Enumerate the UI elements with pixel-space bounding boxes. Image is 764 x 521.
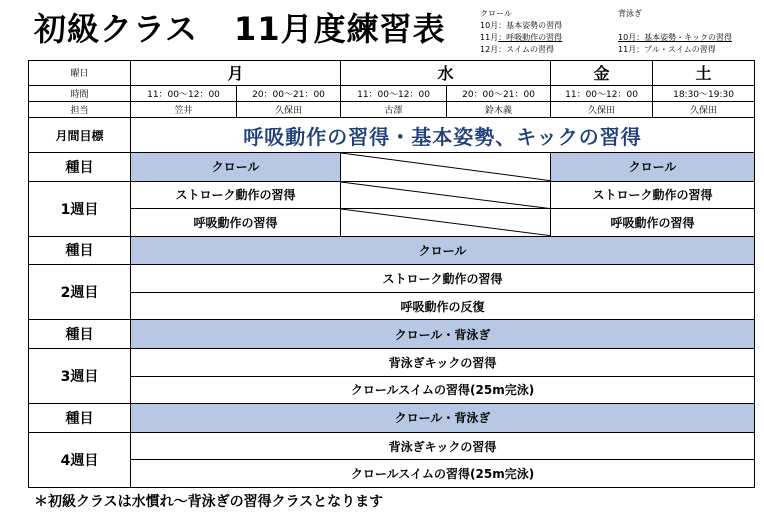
week2-item: ストローク動作の習得 [131,265,755,293]
crawl-note-line: 12月：スイムの習得 [480,45,555,54]
footer-note: ＊初級クラスは水慣れ～背泳ぎの習得クラスとなります [34,494,384,510]
week1-event-left: クロール [131,152,341,181]
week4-row [29,432,755,460]
week4-label: 4週目 [29,432,131,487]
staff-cell: 笠井 [131,101,237,117]
staff-cell: 久保田 [551,101,653,117]
week4-event-row [29,404,755,433]
row-label-time: 時間 [29,85,131,101]
back-note-line: 10月：基本姿勢・キックの習得 [618,33,733,42]
week2-row [29,292,755,320]
week1-right-item: 呼吸動作の習得 [551,209,755,237]
week1-left-item: 呼吸動作の習得 [131,209,341,237]
event-label: 種目 [29,152,131,181]
week2-event-row [29,236,755,265]
monthly-goal-text: 呼吸動作の習得・基本姿勢、キックの習得 [131,118,755,153]
crawl-notes-label: クロール [480,9,512,18]
day-mon: 月 [131,61,341,86]
monthly-goal-label: 月間目標 [29,118,131,153]
week1-row [29,209,755,237]
week4-row [29,460,755,488]
week1-empty-cell [341,209,551,237]
week4-event: クロール・背泳ぎ [131,404,755,433]
header-time-row [29,85,755,101]
back-notes-label: 背泳ぎ [618,9,642,18]
header-day-row [29,61,755,86]
time-cell: 20：00～21：00 [237,85,341,101]
week3-row [29,349,755,377]
time-cell: 11：00～12：00 [341,85,447,101]
week1-left-item: ストローク動作の習得 [131,181,341,209]
event-label: 種目 [29,236,131,265]
week3-item: 背泳ぎキックの習得 [131,349,755,377]
event-label: 種目 [29,320,131,349]
header-staff-row [29,101,755,117]
day-fri: 金 [551,61,653,86]
week2-label: 2週目 [29,265,131,320]
week3-event-row [29,320,755,349]
week2-event: クロール [131,236,755,265]
staff-cell: 鈴木義 [447,101,551,117]
title-class: 初級クラス [34,10,199,48]
week2-item: 呼吸動作の反復 [131,292,755,320]
monthly-goal-row [29,118,755,153]
week1-event-row [29,152,755,181]
week2-row [29,265,755,293]
staff-cell: 久保田 [237,101,341,117]
crawl-note-line: 10月：基本姿勢の習得 [480,21,563,30]
week1-right-item: ストローク動作の習得 [551,181,755,209]
staff-cell: 久保田 [653,101,755,117]
title-month: 11月度練習表 [234,10,446,48]
week1-event-right: クロール [551,152,755,181]
week4-item: クロールスイムの習得(25m完泳) [131,460,755,488]
week1-empty-cell [341,181,551,209]
week3-event: クロール・背泳ぎ [131,320,755,349]
page-title [34,4,446,50]
week3-label: 3週目 [29,349,131,404]
day-wed: 水 [341,61,551,86]
row-label-staff: 担当 [29,101,131,117]
week1-event-empty [341,152,551,181]
schedule-table [28,60,755,488]
week3-row [29,376,755,404]
row-label-day: 曜日 [29,61,131,86]
week1-row [29,181,755,209]
week4-item: 背泳ぎキックの習得 [131,432,755,460]
time-cell: 20：00～21：00 [447,85,551,101]
staff-cell: 古澤 [341,101,447,117]
time-cell: 11：00～12：00 [131,85,237,101]
week3-item: クロールスイムの習得(25m完泳) [131,376,755,404]
crawl-notes [480,8,562,56]
backstroke-notes [618,8,732,56]
day-sat: 土 [653,61,755,86]
crawl-note-line: 11月：呼吸動作の習得 [480,33,563,42]
week1-label: 1週目 [29,181,131,236]
back-note-line: 11月：プル・スイムの習得 [618,45,716,54]
time-cell: 18:30～19:30 [653,85,755,101]
time-cell: 11：00～12：00 [551,85,653,101]
event-label: 種目 [29,404,131,433]
